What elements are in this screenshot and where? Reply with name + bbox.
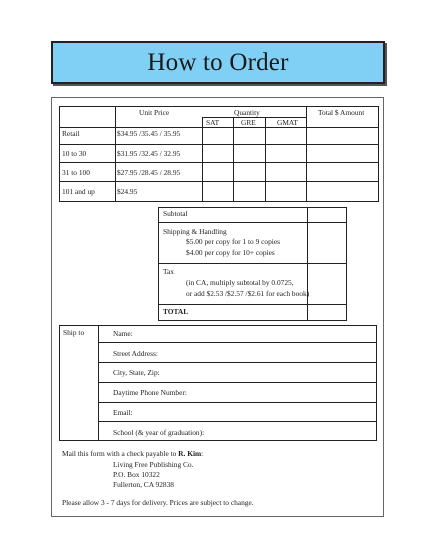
subtotal-label: Subtotal	[163, 209, 188, 218]
mail-payee: R. Kim	[178, 449, 202, 458]
row-price: $27.95 /28.45 / 28.95	[117, 168, 181, 177]
header-sat: SAT	[206, 118, 220, 127]
totals-divider	[158, 263, 347, 264]
delivery-note: Please allow 3 - 7 days for delivery. Prices are subject to change.	[62, 498, 254, 507]
row-price: $31.95 /32.45 / 32.95	[117, 149, 181, 158]
ship-to-divider	[98, 402, 377, 403]
row-label: Retail	[62, 129, 80, 138]
ship-to-divider	[98, 342, 377, 343]
ship-to-divider	[98, 362, 377, 363]
ship-field-school: School (& year of graduation):	[113, 428, 205, 437]
row-price: $34.95 /35.45 / 35.95	[117, 129, 181, 138]
row-label: 10 to 30	[62, 149, 87, 158]
row-label: 31 to 100	[62, 168, 90, 177]
tax-line-1: (in CA, multiply subtotal by 0.0725,	[186, 278, 294, 287]
row-label: 101 and up	[62, 187, 95, 196]
row-price: $24.95	[117, 187, 138, 196]
price-table-divider	[59, 162, 379, 163]
price-table-divider	[59, 181, 379, 182]
price-table-divider	[59, 144, 379, 145]
mail-instructions	[62, 449, 203, 458]
mail-payee-colon: :	[201, 449, 204, 458]
shipping-rate-2: $4.00 per copy for 10+ copies	[186, 248, 275, 257]
header-total-amount: Total $ Amount	[318, 108, 365, 117]
page-title: How to Order	[147, 48, 289, 76]
mail-address-line: Fullerton, CA 92838	[113, 480, 174, 489]
price-table-divider	[306, 106, 307, 202]
ship-to-label: Ship to	[63, 328, 85, 337]
ship-to-divider	[98, 382, 377, 383]
ship-field-phone: Daytime Phone Number:	[113, 388, 187, 397]
price-table-divider	[233, 117, 234, 202]
totals-divider	[158, 304, 347, 305]
ship-field-email: Email:	[113, 408, 133, 417]
header-unit-price: Unit Price	[139, 108, 170, 117]
price-table-divider	[265, 117, 266, 202]
ship-field-street: Street Address:	[113, 349, 158, 358]
header-gmat: GMAT	[277, 118, 298, 127]
price-table-divider	[202, 117, 203, 202]
totals-divider	[158, 222, 347, 223]
header-gre: GRE	[241, 118, 256, 127]
mail-intro: Mail this form with a check payable to	[62, 449, 179, 458]
tax-line-2: or add $2.53 /$2.57 /$2.61 for each book)	[186, 289, 310, 298]
mail-address-line: Living Free Publishing Co.	[113, 460, 194, 469]
mail-address-line: P.O. Box 10322	[113, 470, 160, 479]
shipping-rate-1: $5.00 per copy for 1 to 9 copies	[186, 237, 281, 246]
shipping-title: Shipping & Handling	[163, 227, 227, 236]
total-label: TOTAL	[163, 307, 189, 316]
ship-field-name: Name:	[113, 329, 133, 338]
tax-title: Tax	[163, 267, 174, 276]
ship-to-divider	[98, 421, 377, 422]
page-title-banner	[51, 41, 385, 84]
ship-field-city: City, State, Zip:	[113, 368, 160, 377]
header-quantity: Quantity	[234, 108, 260, 117]
price-table-divider	[115, 106, 116, 202]
